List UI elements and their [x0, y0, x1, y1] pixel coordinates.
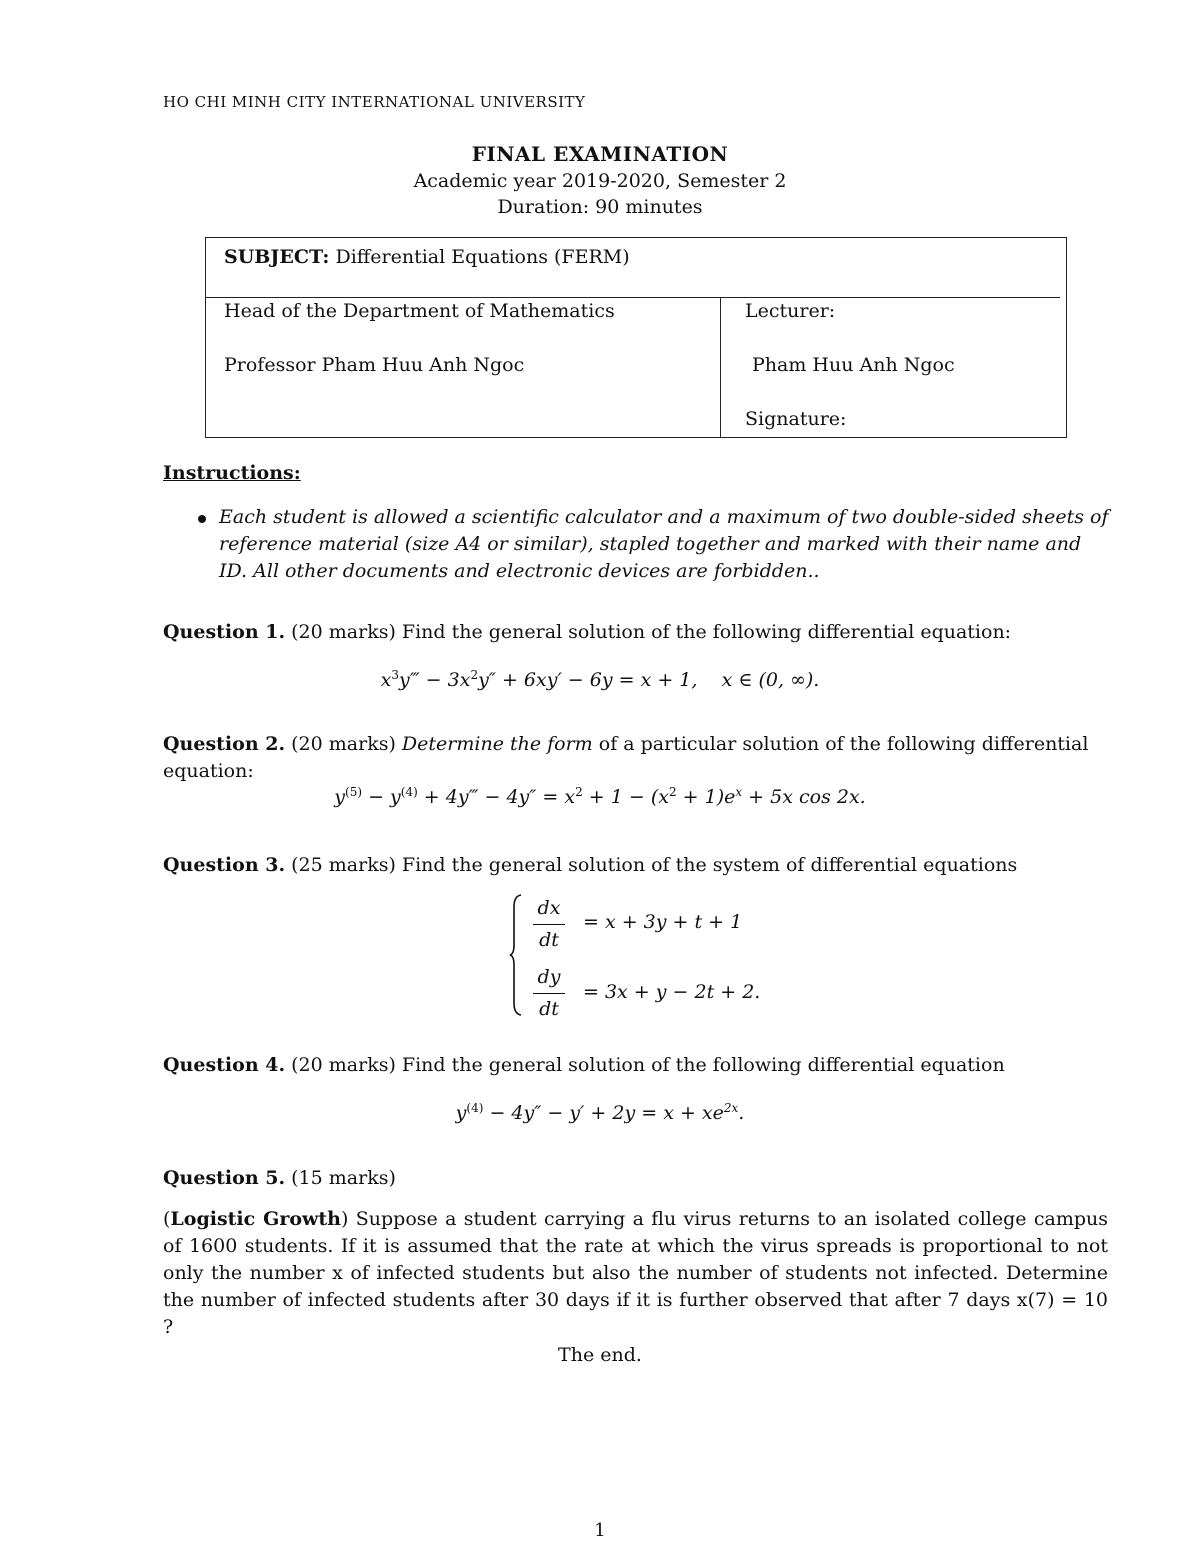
- end-text: The end.: [558, 1344, 642, 1366]
- lecturer-label: Lecturer:: [745, 300, 836, 322]
- head-label: Head of the Department of Mathematics: [224, 300, 615, 322]
- subject-label: SUBJECT:: [224, 246, 330, 268]
- question-5-text: (15 marks): [291, 1167, 396, 1189]
- question-4-equation: $y^{(4)} - 4y'' - y' + 2y = x + xe^{2x}$.: [455, 1100, 745, 1124]
- system-brace: [509, 893, 523, 1017]
- box-divider-vertical: [720, 297, 721, 438]
- question-4-text: (20 marks) Find the general solution of the following differential equation: [291, 1054, 1005, 1076]
- question-2: Question 2. (20 marks) Determine the form of a particular solution of the following differential equation:: [163, 733, 1089, 782]
- bullet-dot: [198, 515, 206, 523]
- fraction-dy-dt: dy dt: [533, 964, 565, 1022]
- question-2-label: Question 2.: [163, 733, 286, 755]
- signature-label: Signature:: [745, 408, 847, 430]
- question-4-label: Question 4.: [163, 1054, 286, 1076]
- academic-year: Academic year 2019-2020, Semester 2: [413, 170, 787, 192]
- question-1-equation: $x^3y‴ - 3x^2y'' + 6xy' - 6y = x + 1$, x ∈ (0, ∞).: [380, 667, 820, 691]
- question-1-label: Question 1.: [163, 621, 286, 643]
- question-2-emphasis: Determine the form: [401, 733, 593, 755]
- system-equation-2: = 3x + y − 2t + 2.: [583, 981, 761, 1003]
- question-5-body: Suppose a student carrying a flu virus returns to an isolated college campus of 1600 students. If it is assumed that the rate at which the virus spreads is proportional to not only the number x of infected students but also the number of students not infected. Determine the number of infected students after 30 days if it is further observed that after 7 days x(7) = 10 ?: [163, 1208, 1108, 1338]
- instructions-bullet: Each student is allowed a scientific calculator and a maximum of two double-sided sheets of reference material (size A4 or similar), stapled together and marked with their name and ID. All other documents and electronic devices are forbidden..: [219, 506, 1109, 582]
- question-5-label: Question 5.: [163, 1167, 286, 1189]
- question-5: [163, 1165, 1108, 1192]
- duration: Duration: 90 minutes: [497, 196, 703, 218]
- system-equation-1: = x + 3y + t + 1: [583, 911, 743, 933]
- subject-value: Differential Equations (FERM): [335, 246, 630, 268]
- question-1-text: (20 marks) Find the general solution of the following differential equation:: [291, 621, 1012, 643]
- head-name: Professor Pham Huu Anh Ngoc: [224, 354, 525, 376]
- question-4: [163, 1052, 1108, 1079]
- instructions-heading: Instructions:: [163, 462, 301, 484]
- question-1: [163, 619, 1108, 646]
- question-3-label: Question 3.: [163, 854, 286, 876]
- logistic-growth-term: Logistic Growth: [170, 1208, 341, 1230]
- university-name: HO CHI MINH CITY INTERNATIONAL UNIVERSITY: [163, 93, 586, 111]
- lecturer-name: Pham Huu Anh Ngoc: [752, 354, 955, 376]
- page-number: 1: [594, 1520, 606, 1541]
- question-2-equation: $y^{(5)} - y^{(4)}$ + 4y‴ − $4y'' = x^2 + 1 - (x^2 + 1)e^x + 5x$ cos 2x.: [334, 784, 866, 808]
- question-3-text: (25 marks) Find the general solution of the system of differential equations: [291, 854, 1018, 876]
- question-5-paragraph: (Logistic Growth) Suppose a student carrying a flu virus returns to an isolated college campus of 1600 students. If it is assumed that the rate at which the virus spreads is proportional to not only the number x of infected students but also the number of students not infected. Determine the number of infected students after 30 days if it is further observed that after 7 days x(7) = 10 ?: [163, 1208, 1108, 1338]
- question-3: [163, 852, 1108, 879]
- info-box: [205, 237, 1067, 438]
- exam-title: FINAL EXAMINATION: [471, 142, 729, 166]
- subject-line: [224, 244, 630, 271]
- fraction-dx-dt: dx dt: [533, 895, 565, 953]
